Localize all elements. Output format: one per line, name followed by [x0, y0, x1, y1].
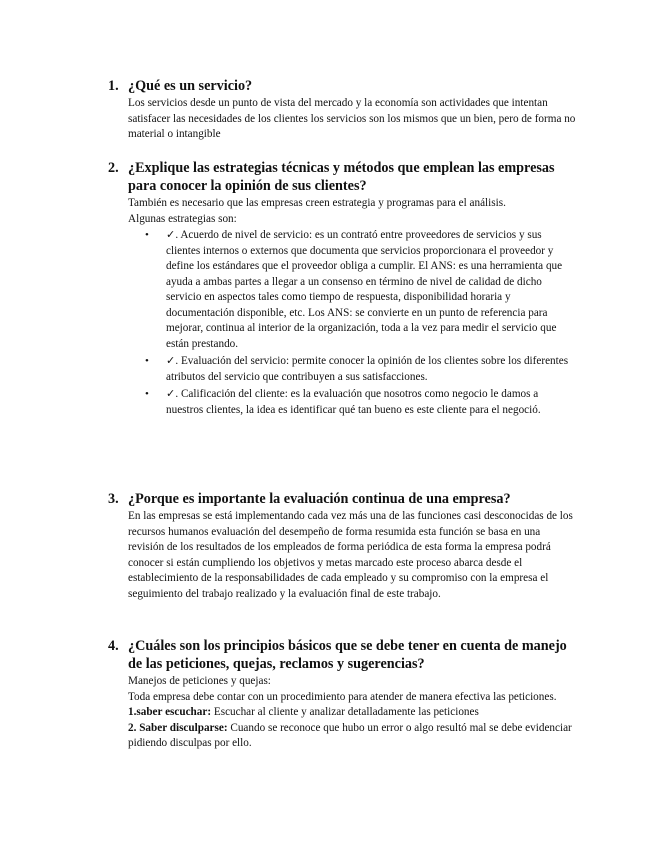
answer-line: Manejos de peticiones y quejas:: [128, 675, 271, 687]
principle-2-text: Cuando se reconoce que hubo un error o algo resultó mal se debe evidenciar pidiendo disculpas por ello.: [128, 721, 572, 749]
list-item: [145, 228, 578, 352]
strategies-intro: Algunas estrategias son:: [128, 212, 237, 225]
question-1-answer: [108, 96, 578, 143]
strategies-list: [128, 228, 578, 418]
principle-2-label: 2. Saber disculparse:: [128, 721, 228, 734]
bullet-icon: •: [145, 355, 149, 367]
question-3-number: 3.: [108, 491, 119, 507]
question-3-answer: [108, 509, 578, 602]
question-3-title: ¿Porque es importante la evaluación continua de una empresa?: [128, 491, 511, 507]
bullet-icon: •: [145, 229, 149, 241]
answer-line: Toda empresa debe contar con un procedimiento para atender de manera efectiva las peticiones.: [128, 690, 557, 703]
question-4-answer: [108, 674, 578, 752]
principle-1-label: 1.saber escuchar:: [128, 706, 212, 718]
question-4-number: 4.: [108, 638, 119, 654]
answer-paragraph: En las empresas se está implementando cada vez más una de las funciones casi desconocidas de los recursos humanos evaluación del desempeño de forma resumida esta función se basa en una revisión de los resultados de los empleados de forma periódica de esta forma la empresa podrá conocer si están cumpliendo los objetivos y metas marcado este proceso abarca desde el establecimiento de la responsabilidades de cada empleado y su compromiso con la empresa el seguimiento del trabajo realizado y la evaluación final de este trabajo.: [128, 510, 573, 600]
principle-2: [128, 721, 578, 752]
question-3-heading: [108, 490, 578, 508]
question-4: [108, 637, 578, 752]
question-2: [108, 159, 578, 420]
bullet-icon: •: [145, 388, 149, 400]
question-4-title: ¿Cuáles son los principios básicos que se debe tener en cuenta de manejo de las peticiones, quejas, reclamos y sugerencias?: [128, 638, 567, 672]
question-1-title: ¿Qué es un servicio?: [128, 78, 253, 94]
question-2-heading: [108, 159, 578, 195]
question-2-number: 2.: [108, 160, 119, 176]
question-3: [108, 490, 578, 602]
question-1: [108, 77, 578, 143]
question-4-heading: [108, 637, 578, 673]
strategy-text: ✓. Evaluación del servicio: permite conocer la opinión de los clientes sobre los diferentes atributos del servicio que contribuyen a sus satisfacciones.: [166, 355, 569, 383]
question-2-title: ¿Explique las estrategias técnicas y métodos que emplean las empresas para conocer la opinión de sus clientes?: [128, 160, 555, 194]
strategy-text: ✓. Calificación del cliente: es la evaluación que nosotros como negocio le damos a nuestros clientes, la idea es identificar qué tan bueno es este cliente para el negoció.: [166, 388, 541, 416]
answer-intro: También es necesario que las empresas creen estrategia y programas para el análisis.: [128, 197, 506, 209]
strategy-text: ✓. Acuerdo de nivel de servicio: es un contrató entre proveedores de servicios y sus clientes internos o externos que documenta que servicios proporcionara el proveedor y define los estándares que el proveedor obliga a cumplir. El ANS: es una herramienta que ayuda a ambas partes a llegar a un consenso en término de nivel de calidad de dicho servicio en aspectos tales como tiempo de respuesta, disponibilidad horaria y documentación disponible, etc. Los ANS: se convierte en un punto de referencia para mejorar, continua al interior de la organización, toda a la vez para medir el servicio que están prestando.: [166, 229, 563, 350]
answer-paragraph: Los servicios desde un punto de vista del mercado y la economía son actividades que intentan satisfacer las necesidades de los clientes los servicios son los mismos que un bien, pero de forma no material o intangible: [128, 97, 576, 140]
question-1-heading: [108, 77, 578, 95]
question-1-number: 1.: [108, 78, 119, 94]
list-item: [145, 354, 578, 385]
question-2-answer: [108, 196, 578, 418]
principle-1: [128, 705, 578, 721]
list-item: [145, 387, 578, 418]
principle-1-text: Escuchar al cliente y analizar detalladamente las peticiones: [211, 706, 479, 718]
